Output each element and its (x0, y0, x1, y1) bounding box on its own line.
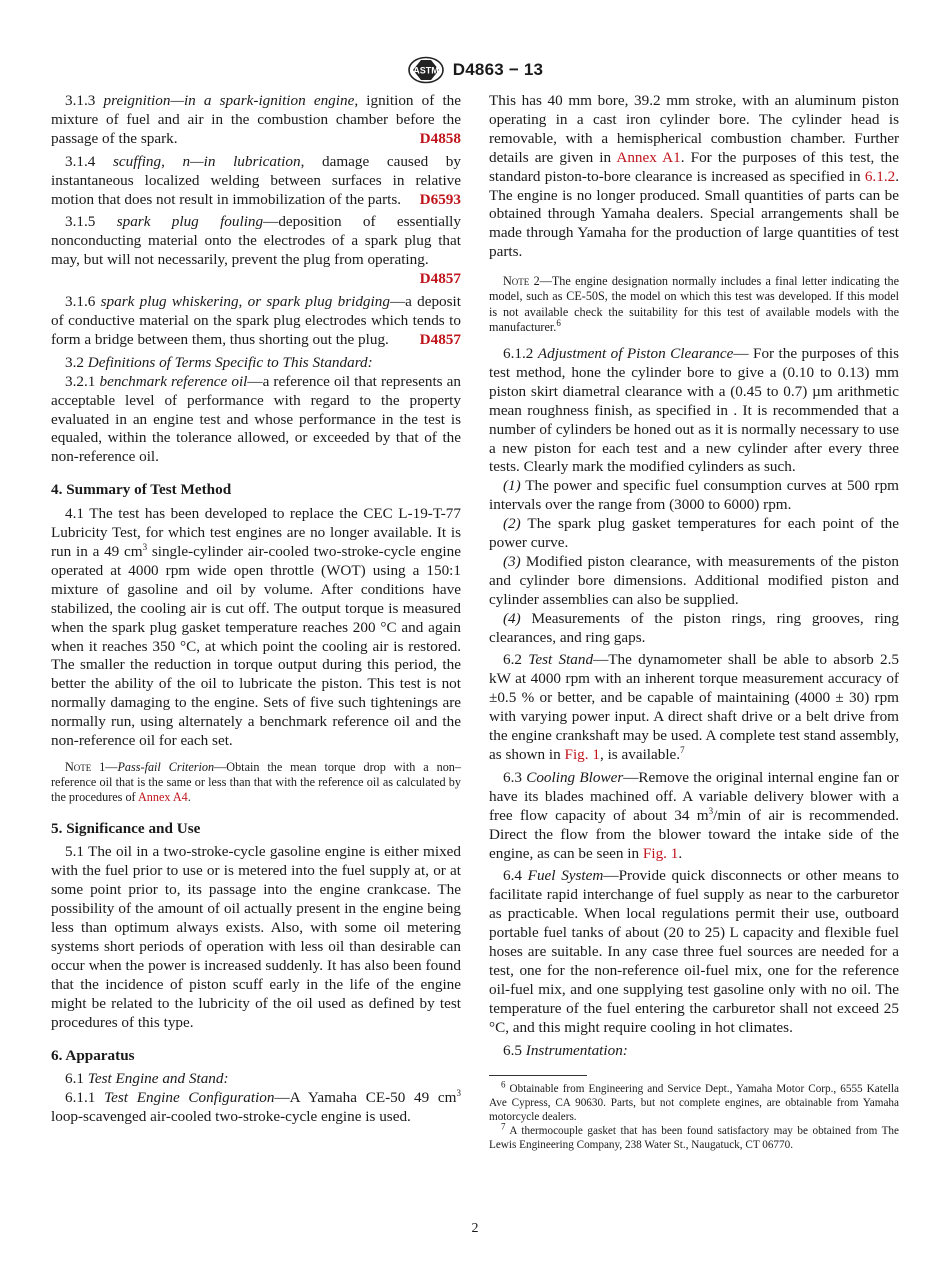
paragraph-6-1-1-continued: This has 40 mm bore, 39.2 mm stroke, with an aluminum piston operating in a cast iron cylinder bore. The cylinder head is removable, with a hemispherical combustion chamber. Further details are given in Annex A1. For the purposes of this test, the standard piston-to-bore clearance is increased as specified in 6.1.2. The engine is no longer produced. Small quantities of parts can be obtained through Yamaha dealers. Special arrangements shall be made through Yamaha for the production of large quantities of test parts. (489, 92, 900, 261)
ref-link-d4857[interactable]: D4857 (419, 270, 461, 288)
paragraph-6-3: 6.3 Cooling Blower—Remove the original internal engine fan or have its blades machined off. A variable delivery blower with a free flow capacity of about 34 $m^3/\min$ of air is recommended. Direct the flow from the blower toward the intake side of the engine, as can be seen in Fig. 1. (489, 768, 900, 862)
section-3-2: 3.2 Definitions of Terms Specific to This Standard: (65, 353, 373, 371)
definition-3-2-1: 3.2.1 benchmark reference oil—a reference oil that represents an acceptable level of performance with regard to the property evaluated in an engine test and whose performance in the test is equaled, within the tolerance allowed, or exceeded by that of the non-reference oil. (51, 372, 462, 466)
definition-3-1-5: 3.1.5 spark plug fouling—deposition of essentially nonconducting material onto the electrodes of a spark plug that may, but will not necessarily, prevent the plug from operating. (51, 213, 461, 269)
definition-3-1-6: 3.1.6 spark plug whiskering, or spark plug bridging—a deposit of conductive material on the spark plug electrodes which tends to form a bridge between them, thus shorting out the plug. (51, 293, 461, 348)
section-heading-6: 6. Apparatus (51, 1046, 135, 1064)
fig-1-link-2[interactable]: Fig. 1 (642, 844, 679, 862)
list-item-2: (2) The spark plug gasket temperatures for each point of the power curve. (489, 515, 899, 552)
fig-1-link[interactable]: Fig. 1 (564, 746, 600, 763)
definition-3-1-3: 3.1.3 preignition—in a spark-ignition engine, ignition of the mixture of fuel and air in the combustion chamber before the passage of the spark. (51, 92, 461, 147)
paragraph-6-1-1: 6.1.1 Test Engine Configuration—A Yamaha CE-50 49 $cm^3$ loop-scavenged air-cooled two-stroke-cycle engine is used. (51, 1088, 461, 1126)
annex-a4-link[interactable]: Annex A4 (137, 790, 188, 805)
section-6-1: 6.1 Test Engine and Stand: (65, 1070, 229, 1088)
list-item-4: (4) Measurements of the piston rings, ring grooves, ring clearances, and ring gaps. (489, 609, 899, 646)
section-heading-4: 4. Summary of Test Method (51, 481, 232, 499)
paragraph-6-2: 6.2 Test Stand—The dynamometer shall be able to absorb 2.5 kW at 4000 rpm with an inherent torque measurement accuracy of ±0.5 % or better, and be capable of maintaining (4000 ± 30) rpm with varying power input. A direct shaft drive or a belt drive from the engine crankshaft may be used. A complete test stand assembly, as shown in Fig. 1, is available.$^7$ (489, 651, 900, 763)
ref-link-d6593[interactable]: D6593 (419, 190, 461, 208)
ref-link-d4857-2[interactable]: D4857 (419, 330, 461, 348)
paragraph-6-4: 6.4 Fuel System—Provide quick disconnects or other means to facilitate rapid interchange of fuel supply as near to the carburetor as practicable. When local regulations permit their use, outboard portable fuel tanks of about (20 to 25) L capacity and flexible fuel hoses are suitable. In any case three fuel sources are needed for a test, one for the non-reference oil-fuel mix, one for the reference oil-fuel mix, and one supplying test gasoline only with no oil. The temperature of the fuel entering the carburetor shall not exceed 25 °C, and this might require cooling in hot climates. (489, 867, 899, 1036)
astm-logo-icon (407, 56, 445, 84)
paragraph-4-1: 4.1 The test has been developed to replace the CEC L-19-T-77 Lubricity Test, for which test engines are no longer available. It is run in a 49 $cm^3$ single-cylinder air-cooled two-stroke-cycle engine operated at 4000 rpm wide open throttle (WOT) using a 150:1 mixture of gasoline and oil by volume. After conditions have stabilized, the cooling air is cut off. The output torque is measured when the spark plug gasket temperature reaches 200 °C and again when it reaches 350 °C, at which point the cooling air is restored. The smaller the reduction in torque output during this period, the better the ability of the oil to lubricate the piston. This test is not normally damaging to the engine. Sets of five such tightenings are normally run, using alternately a benchmark reference oil and the non-reference oil for each set. (51, 505, 461, 750)
ref-link-d4858[interactable]: D4858 (419, 129, 461, 147)
svg-text:ASTM: ASTM (413, 65, 439, 76)
footnote-7: $^7$ A thermocouple gasket that has been found satisfactory may be obtained from The Lewis Engineering Company, 238 Water St., Naugatuck, CT 06770. (489, 1121, 899, 1152)
paragraph-5-1: 5.1 The oil in a two-stroke-cycle gasoline engine is either mixed with the fuel prior to use or is metered into the fuel supply at, or at some point prior to, its passage into the engine crankcase. The possibility of the amount of oil actually present in the engine being less than optimum always exists. Also, with some oil metering systems short periods of operation with less oil than desirable can occur when the power is increased suddenly. It has also been found that the incidence of piston scuff early in the life of the engine might be related to the lubricity of the oil used as defined by test procedures of this type. (51, 843, 461, 1031)
note-2: Note 2—The engine designation normally includes a final letter indicating the model, such as CE-50S, the model on which this test was developed. If this model is not available check the suitability for this test of available models with the manufacturer.$^6$ (489, 274, 899, 334)
definition-3-1-4: 3.1.4 scuffing, n—in lubrication, damage caused by instantaneous localized welding between surfaces in relative motion that does not result in immobilization of the parts. (51, 152, 461, 208)
right-column (489, 92, 899, 1153)
section-heading-5: 5. Significance and Use (51, 819, 201, 837)
footnote-divider (489, 1075, 587, 1076)
left-column (51, 92, 461, 1127)
document-number: D4863 − 13 (452, 60, 544, 79)
annex-a1-link[interactable]: Annex A1 (616, 148, 681, 166)
page-number: 2 (471, 1221, 479, 1236)
paragraph-6-1-2: 6.1.2 Adjustment of Piston Clearance— For the purposes of this test method, hone the cylinder bore to give a (0.10 to 0.13) mm piston skirt diametral clearance with a (0.45 to 0.7) µm arithmetic mean roughness finish, as specified in . It is recommended that a number of cylinders be honed out as it is normally necessary to use a new piston for each test and a new cylinder after every three tests. Clearly mark the modified cylinders as such. (489, 344, 899, 476)
page-header (0, 56, 950, 84)
list-item-1: (1) The power and specific fuel consumption curves at 500 rpm intervals over the range from (3000 to 6000) rpm. (489, 477, 899, 514)
footnote-6: $^6$ Obtainable from Engineering and Service Dept., Yamaha Motor Corp., 6555 Katella Ave Cypress, CA 90630. Parts, but not complete engines, are obtainable from Yamaha motorcycle dealers. (489, 1078, 899, 1123)
section-6-5: 6.5 Instrumentation: (503, 1041, 628, 1059)
list-item-3: (3) Modified piston clearance, with measurements of the piston and cylinder bore dimensions. Additional modified piston and cylinder assemblies can also be supplied. (489, 552, 899, 608)
section-6-1-2-link[interactable]: 6.1.2 (864, 167, 896, 185)
note-1: Note 1—Pass-fail Criterion—Obtain the mean torque drop with a non–reference oil that is the same or less than that with the reference oil as calculated by the procedures of Annex A4. (51, 759, 461, 805)
